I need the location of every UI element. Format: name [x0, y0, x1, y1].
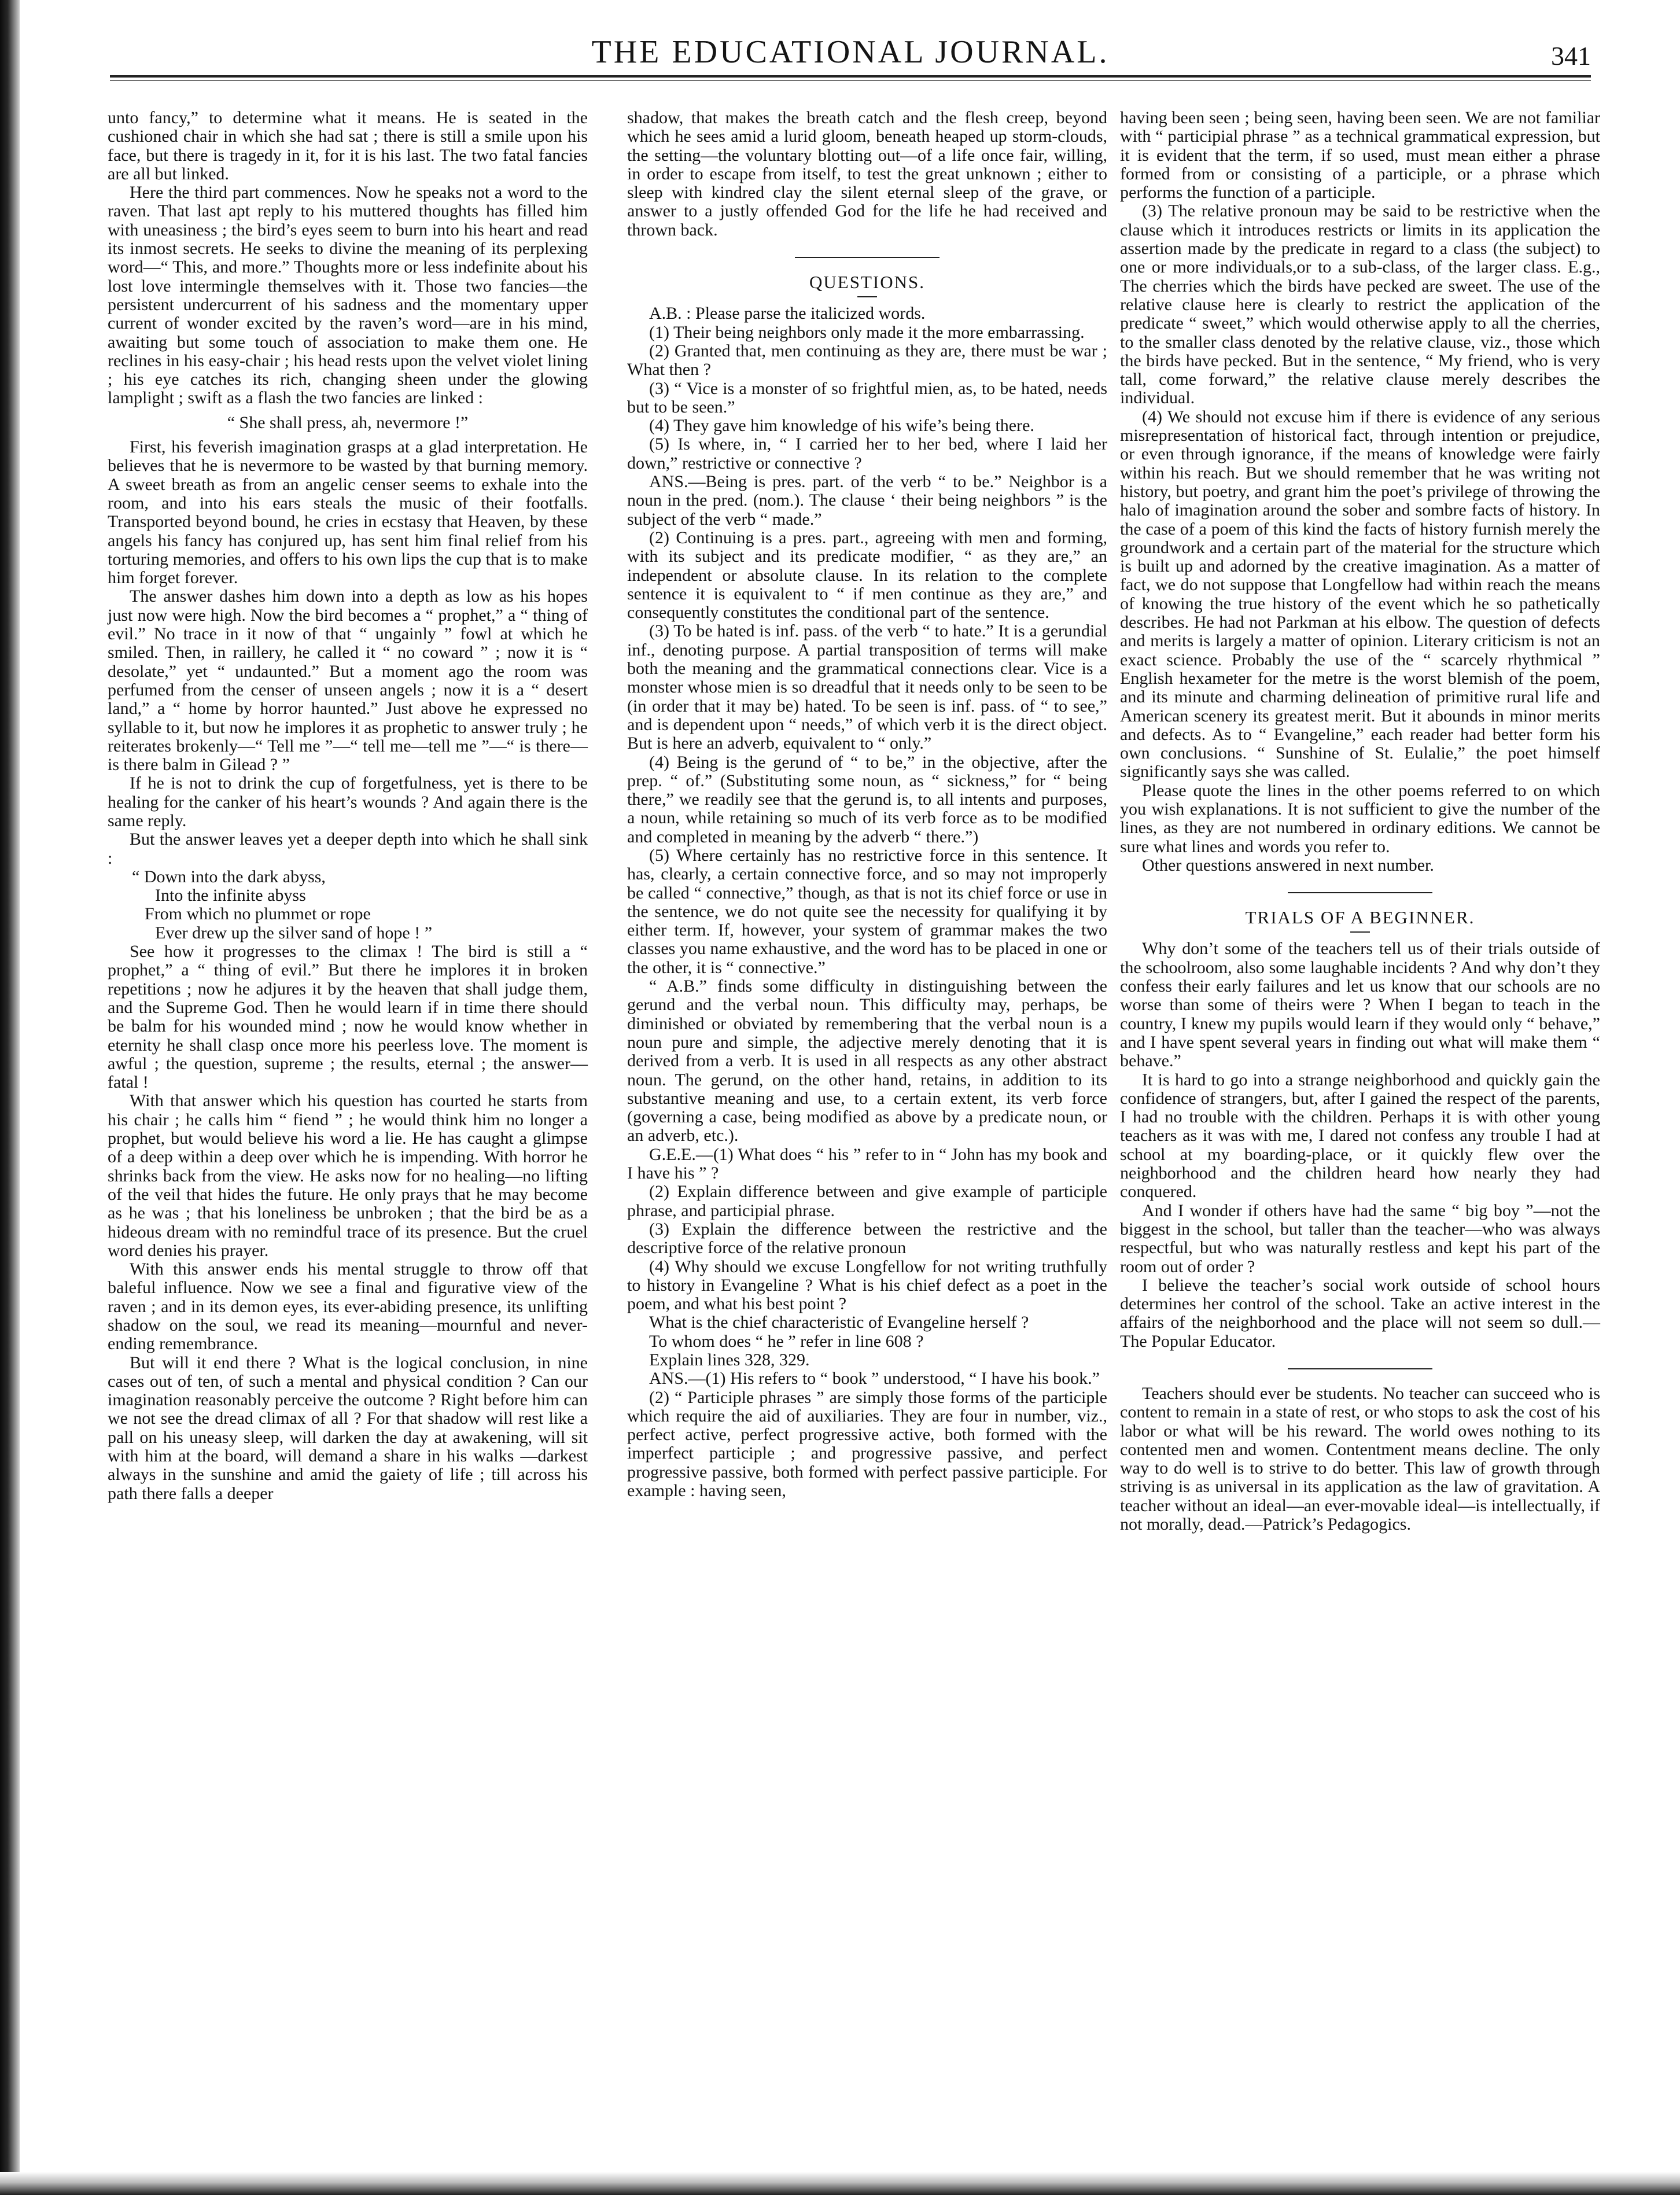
- paragraph: (5) Where certainly has no restrictive force in this sentence. It has, clearly, a certain connective force, and so may not improperly be called “ connective,” though, as that is not its chief force or use in the sentence, we do not quite see the necessity for qualifying it by either term. If, however, your system of grammar makes the two classes you name exhaustive, and the word has to be placed in one or the other, it is “ connective.”: [627, 845, 1107, 977]
- paragraph: “ A.B.” finds some difficulty in distinguishing between the gerund and the verbal noun. This difficulty may, perhaps, be diminished or obviated by remembering that the verbal noun is a noun pure and simple, the adjective merely denoting that it is derived from a verb. It is used in all respects as any other abstract noun. The gerund, on the other hand, retains, in addition to its substantive meaning and use, to a certain extent, its verb force (governing a case, being modified as above by a predicate noun, or an adverb, etc.).: [627, 977, 1107, 1146]
- paragraph: ANS.—Being is pres. part. of the verb “ to be.” Neighbor is a noun in the pred. (nom.). The clause ‘ their being neighbors ” is the subject of the verb “ made.”: [627, 472, 1107, 529]
- paragraph: (2) Explain difference between and give example of participle phrase, and participial phrase.: [627, 1182, 1107, 1220]
- paragraph: But will it end there ? What is the logical conclusion, in nine cases out of ten, of such a mental and physical condition ? Can our imagination reasonably perceive the outcome ? Right before him can we not see the dread climax of all ? For that shadow will rest like a pall on his uneasy sleep, will darken the day at awakening, will sit with him at the board, will demand a share in his walks —darkest always in the sunshine and amid the gaiety of life ; till across his path there falls a deeper: [108, 1353, 588, 1503]
- poem-line: Ever drew up the silver sand of hope ! ”: [155, 923, 433, 942]
- heading-dash: [1350, 931, 1370, 933]
- poem-line: Into the infinite abyss: [155, 886, 306, 905]
- paragraph: having been seen ; being seen, having been seen. We are not familiar with “ participial phrase ” as a technical grammatical expression, but it is evident that the term, if so used, must mean either a phrase formed from or consisting of a participle, or a phrase which performs the function of a participle.: [1120, 108, 1600, 202]
- poem-line: From which no plummet or rope: [145, 904, 371, 924]
- paragraph: Other questions answered in next number.: [1142, 855, 1434, 875]
- paragraph: (2) Continuing is a pres. part., agreeing with men and forming, with its subject and its predicate modifier, “ as they are,” an independent or absolute clause. In its relation to the complete sentence it is equivalent to “ if men continue as they are,” and consequently constitutes the conditional part of the sentence.: [627, 528, 1107, 623]
- paragraph: I believe the teacher’s social work outside of school hours determines her control of the school. Take an active interest in the affairs of the neighborhood and the place will not seem so dull.—The Popular Educator.: [1120, 1275, 1600, 1351]
- page-binding-edge: [0, 0, 20, 2195]
- paragraph: shadow, that makes the breath catch and the flesh creep, beyond which he sees amid a lurid gloom, beneath heaped up storm-clouds, the setting—the voluntary blotting out—of a life once fair, willing, in order to escape from itself, to test the great unknown ; either to sleep with kindred clay the silent eternal sleep of the grave, or answer to a justly offended God for the life he had received and thrown back.: [627, 108, 1107, 240]
- paragraph: Teachers should ever be students. No teacher can succeed who is content to remain in a state of rest, or who stops to ask the cost of his labor or what will be his reward. The world owes nothing to its contented men and women. Contentment means decline. The only way to do well is to strive to do better. This law of growth through striving is as universal in its application as the law of gravitation. A teacher without an ideal—an ever-movable ideal—is intellectually, if not morally, dead.—Patrick’s Pedagogics.: [1120, 1384, 1600, 1534]
- page-header: [110, 23, 1591, 75]
- page-number: 341: [1551, 41, 1591, 71]
- poem-line: “ Down into the dark abyss,: [132, 867, 326, 886]
- section-divider: [795, 257, 940, 258]
- paragraph: (3) To be hated is inf. pass. of the verb “ to hate.” It is a gerundial inf., denoting purpose. A partial transposition of terms will make both the meaning and the grammatical connections clear. Vice is a monster whose mien is so dreadful that it needs only to be seen to be (in order that it may be) hated. To be seen is inf. pass. of “ to see,” and is dependent upon “ needs,” of which verb it is the direct object. But is here an adverb, equivalent to “ only.”: [627, 621, 1107, 753]
- paragraph: (2) Granted that, men continuing as they are, there must be war ; What then ?: [627, 341, 1107, 380]
- column-3: [1120, 109, 1600, 1534]
- paragraph: And I wonder if others have had the same “ big boy ”—not the biggest in the school, but taller than the teacher—who was always respectful, but who was naturally restless and kept his part of the room out of order ?: [1120, 1200, 1600, 1276]
- paragraph: (3) “ Vice is a monster of so frightful mien, as, to be hated, needs but to be seen.”: [627, 378, 1107, 417]
- header-rule-thick: [110, 75, 1591, 78]
- trials-heading: TRIALS OF A BEGINNER.: [1245, 907, 1475, 928]
- paragraph: To whom does “ he ” refer in line 608 ?: [649, 1331, 924, 1351]
- journal-title: THE EDUCATIONAL JOURNAL.: [591, 34, 1110, 70]
- paragraph: (4) They gave him knowledge of his wife’s being there.: [649, 416, 1034, 436]
- section-divider: [1288, 892, 1432, 893]
- heading-dash: [857, 296, 877, 297]
- paragraph: unto fancy,” to determine what it means. He is seated in the cushioned chair in which she had sat ; there is still a smile upon his face, but there is tragedy in it, for it is his last. The two fatal fancies are all but linked.: [108, 108, 588, 183]
- header-rule-thin: [110, 80, 1591, 81]
- paragraph: First, his feverish imagination grasps at a glad interpretation. He believes that he is nevermore to be wasted by that burning memory. A sweet breath as from an angelic censer seems to exhale into the room, and into his ears steals the music of their footfalls. Transported beyond bound, he cries in ecstasy that Heaven, by these angels his fancy has conjured up, has sent him final relief from his torturing memories, and offers to his own lips the cup that is to make him forget forever.: [108, 437, 588, 588]
- section-divider: [1288, 1368, 1432, 1369]
- paragraph: Here the third part commences. Now he speaks not a word to the raven. That last apt reply to his muttered thoughts has filled him with uneasiness ; the bird’s eyes seem to burn into his heart and read its inmost secrets. He seeks to divine the meaning of its perplexing word—“ This, and more.” Thoughts more or less indefinite about his lost love intermingle themselves with it. Those two fancies—the persistent undercurrent of his sadness and the momentary upper current of wonder excited by the raven’s word—are in his mind, awaiting but some touch of association to make them one. He reclines in his easy-chair ; his head rests upon the velvet violet lining ; his eye catches its rich, changing sheen under the glowing lamplight ; swift as a flash the two fancies are linked :: [108, 183, 588, 408]
- paragraph: A.B. : Please parse the italicized words.: [649, 304, 926, 323]
- paragraph: (4) We should not excuse him if there is evidence of any serious misrepresentation of historical fact, through intention or prejudice, or even through ignorance, if the means of knowledge were fairly within his reach. But we should remember that he was writing not history, but poetry, and grant him the poet’s privilege of throwing the halo of imagination around the sober and sombre facts of history. In the case of a poem of this kind the facts of history furnish merely the groundwork and a certain part of the material for the structure which is built up and adorned by the creative imagination. As a matter of fact, we do not suppose that Longfellow had within reach the means of knowing the true history of the event which he so pathetically describes. He had not Parkman at his elbow. The question of defects and merits is largely a matter of opinion. Literary criticism is not an exact science. Probably the use of the “ scarcely rhythmical ” English hexameter for the metre is the worst blemish of the poem, and its minute and charming delineation of primitive rural life and American scenery its greatest merit. But it abounds in minor merits and defects. As to “ Evangeline,” each reader had better form his own conclusions. “ Sunshine of St. Eulalie,” the poet himself significantly says she was called.: [1120, 407, 1600, 782]
- paragraph: But the answer leaves yet a deeper depth into which he shall sink :: [108, 830, 588, 868]
- poem-quote: “ She shall press, ah, nevermore !”: [227, 413, 469, 432]
- paragraph: With that answer which his question has courted he starts from his chair ; he calls him “ fiend ” ; he would think him no longer a prophet, but would believe his word a lie. He has caught a glimpse of a deep within a deep over which he is impending. With horror he shrinks back from the view. He asks now for no healing—no lifting of the veil that hides the future. He only prays that he may become as he was ; that his loneliness be unbroken ; that the bird be as a hideous dream with no remindful trace of its presence. But the cruel word denies his prayer.: [108, 1091, 588, 1260]
- questions-heading: QUESTIONS.: [809, 272, 925, 293]
- paragraph: It is hard to go into a strange neighborhood and quickly gain the confidence of strangers, but, after I gained the respect of the parents, I had no trouble with the children. Perhaps it is with other young teachers as it was with me, I dared not confess any trouble I had at school at my boarding-place, or it quickly flew over the neighborhood and the children heard how nearly they had conquered.: [1120, 1070, 1600, 1202]
- paragraph: (4) Being is the gerund of “ to be,” in the objective, after the prep. “ of.” (Substituting some noun, as “ sickness,” for “ being there,” we readily see that the gerund is, to all intents and purposes, a noun, while retaining so much of its verb force as to be modified and completed in meaning by the adverb “ there.”): [627, 752, 1107, 846]
- paragraph: Explain lines 328, 329.: [649, 1350, 810, 1369]
- paragraph: If he is not to drink the cup of forgetfulness, yet is there to be healing for the canker of his heart’s wounds ? And again there is the same reply.: [108, 774, 588, 830]
- paragraph: Please quote the lines in the other poems referred to on which you wish explanations. It is not sufficient to give the number of the lines, as they are not numbered in ordinary editions. We cannot be sure what lines and words you refer to.: [1120, 780, 1600, 856]
- paragraph: (3) The relative pronoun may be said to be restrictive when the clause which it introduces restricts or limits in its application the assertion made by the predicate in regard to a class (the subject) to one or more individuals,or to a sub-class, of the larger class. E.g., The cherries which the birds have pecked are sweet. The use of the relative clause here is clearly to restrict the application of the predicate “ sweet,” which would otherwise apply to all the cherries, to the smaller class denoted by the relative clause, viz., those which the birds have pecked. But in the sentence, “ My friend, who is very tall, come forward,” the relative clause merely describes the individual.: [1120, 201, 1600, 408]
- column-1: [108, 109, 588, 1503]
- paragraph: The answer dashes him down into a depth as low as his hopes just now were high. Now the bird becomes a “ prophet,” a “ thing of evil.” No trace in it now of that “ ungainly ” fowl at which he smiled. Then, in raillery, he called it “ no coward ” ; now it is “ desolate,” yet “ undaunted.” But a moment ago the room was perfumed from the censer of unseen angels ; now it is a “ desert land,” a “ home by horror haunted.” Just above he expressed no syllable to it, but now he implores it as prophetic to answer truly ; he reiterates brokenly—“ Tell me ”—“ tell me—tell me ”—“ is there—is there balm in Gilead ? ”: [108, 587, 588, 775]
- column-2: [627, 109, 1107, 1500]
- paragraph: (2) “ Participle phrases ” are simply those forms of the participle which require the aid of auxiliaries. They are four in number, viz., perfect active, perfect progressive active, both formed with the imperfect participle ; and progressive passive, and perfect progressive passive, both formed with perfect passive participle. For example : having seen,: [627, 1387, 1107, 1501]
- page-bottom-edge: [0, 2172, 1680, 2195]
- paragraph: G.E.E.—(1) What does “ his ” refer to in “ John has my book and I have his ” ?: [627, 1144, 1107, 1183]
- paragraph: (4) Why should we excuse Longfellow for not writing truthfully to history in Evangeline ? What is his chief defect as a poet in the poem, and what his best point ?: [627, 1257, 1107, 1314]
- paragraph: (3) Explain the difference between the restrictive and the descriptive force of the relative pronoun: [627, 1219, 1107, 1258]
- paragraph: What is the chief characteristic of Evangeline herself ?: [649, 1313, 1029, 1332]
- paragraph: With this answer ends his mental struggle to throw off that baleful influence. Now we see a final and figurative view of the raven ; and in its demon eyes, its ever-abiding presence, its unlifting shadow on the soul, we read its meaning—mournful and never-ending remembrance.: [108, 1259, 588, 1354]
- paragraph: (1) Their being neighbors only made it the more embarrassing.: [649, 322, 1085, 342]
- paragraph: ANS.—(1) His refers to “ book ” understood, “ I have his book.”: [649, 1369, 1100, 1389]
- paragraph: Why don’t some of the teachers tell us of their trials outside of the schoolroom, also some laughable incidents ? And why don’t they confess their early failures and let us know that our schools are no worse than some of theirs were ? When I began to teach in the country, I knew my pupils would learn if they would only “ behave,” and I have spent several years in finding out what will make them “ behave.”: [1120, 939, 1600, 1071]
- paragraph: (5) Is where, in, “ I carried her to her bed, where I laid her down,” restrictive or connective ?: [627, 434, 1107, 473]
- paragraph: See how it progresses to the climax ! The bird is still a “ prophet,” a “ thing of evil.” But there he implores it in broken repetitions ; now he adjures it by the heaven that shall judge them, and the Supreme God. Then he would learn if in time there should be balm for his wounded mind ; now he would know whether in eternity he shall clasp once more his peerless love. The moment is awful ; the question, supreme ; the results, eternal ; the answer—fatal !: [108, 942, 588, 1092]
